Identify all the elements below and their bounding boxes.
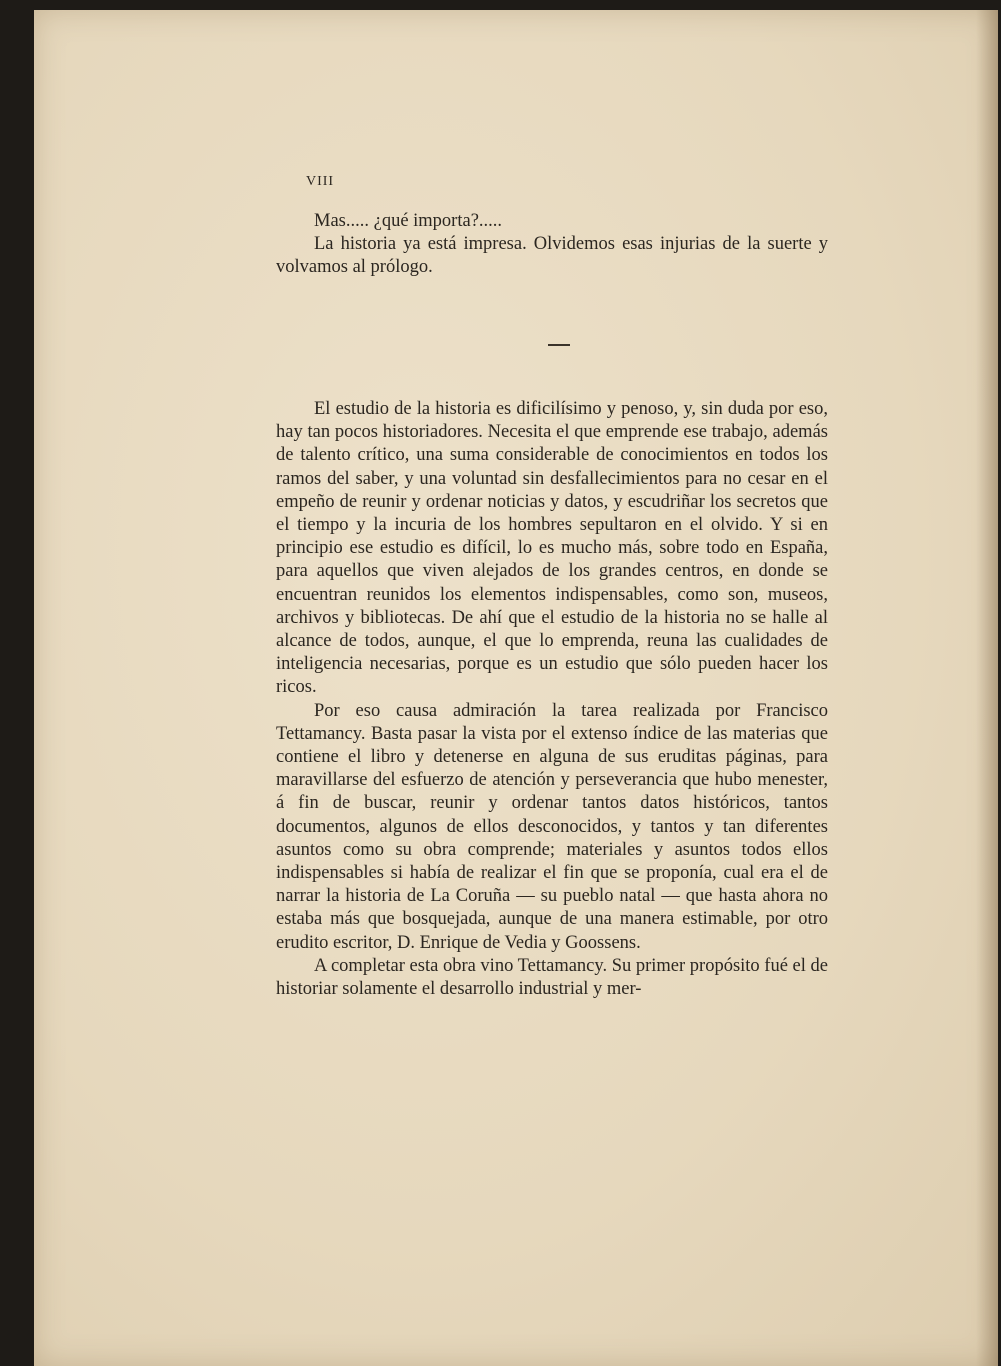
intro-block xyxy=(276,210,828,280)
page-shadow-edge xyxy=(976,10,998,1366)
section-separator xyxy=(548,344,570,346)
intro-line-1: Mas..... ¿qué importa?..... xyxy=(314,211,503,231)
paragraph-3: A completar esta obra vino Tettamancy. Su primer propósito fué el de historiar solamente el desarrollo industrial y mer- xyxy=(276,955,828,1000)
page-number: VIII xyxy=(306,174,335,189)
intro-line-2: La historia ya está impresa. Olvidemos esas injurias de la suerte y volvamos al prólogo. xyxy=(276,234,828,278)
body-text xyxy=(276,398,828,1001)
paragraph-2: Por eso causa admiración la tarea realizada por Francisco Tettamancy. Basta pasar la vista por el extenso índice de las materias que contiene el libro y detenerse en alguna de sus eruditas páginas, para maravillarse del esfuerzo de atención y perseverancia que hubo menester, á fin de buscar, reunir y ordenar tantos datos históricos, tantos documentos, algunos de ellos desconocidos, y tantos y tan diferentes asuntos como su obra comprende; materiales y asuntos todos ellos indispensables si había de realizar el fin que se proponía, cual era el de narrar la historia de La Coruña — su pueblo natal — que hasta ahora no estaba más que bosquejada, aunque de una manera estimable, por otro erudito escritor, D. Enrique de Vedia y Goossens. xyxy=(276,700,828,953)
paragraph-1: El estudio de la historia es dificilísimo y penoso, y, sin duda por eso, hay tan pocos historiadores. Necesita el que emprende ese trabajo, además de talento crítico, una suma considerable de conocimientos en todos los ramos del saber, y una voluntad sin desfallecimientos para no cesar en el empeño de reunir y ordenar noticias y datos, y escudriñar los secretos que el tiempo y la incuria de los hombres sepultaron en el olvido. Y si en principio ese estudio es difícil, lo es mucho más, sobre todo en España, para aquellos que viven alejados de los grandes centros, en donde se encuentran reunidos los elementos indispensables, como son, museos, archivos y bibliotecas. De ahí que el estudio de la historia no se halle al alcance de todos, aunque, el que lo emprenda, reuna las cualidades de inteligencia necesarias, porque es un estudio que sólo pueden hacer los ricos. xyxy=(276,399,828,698)
